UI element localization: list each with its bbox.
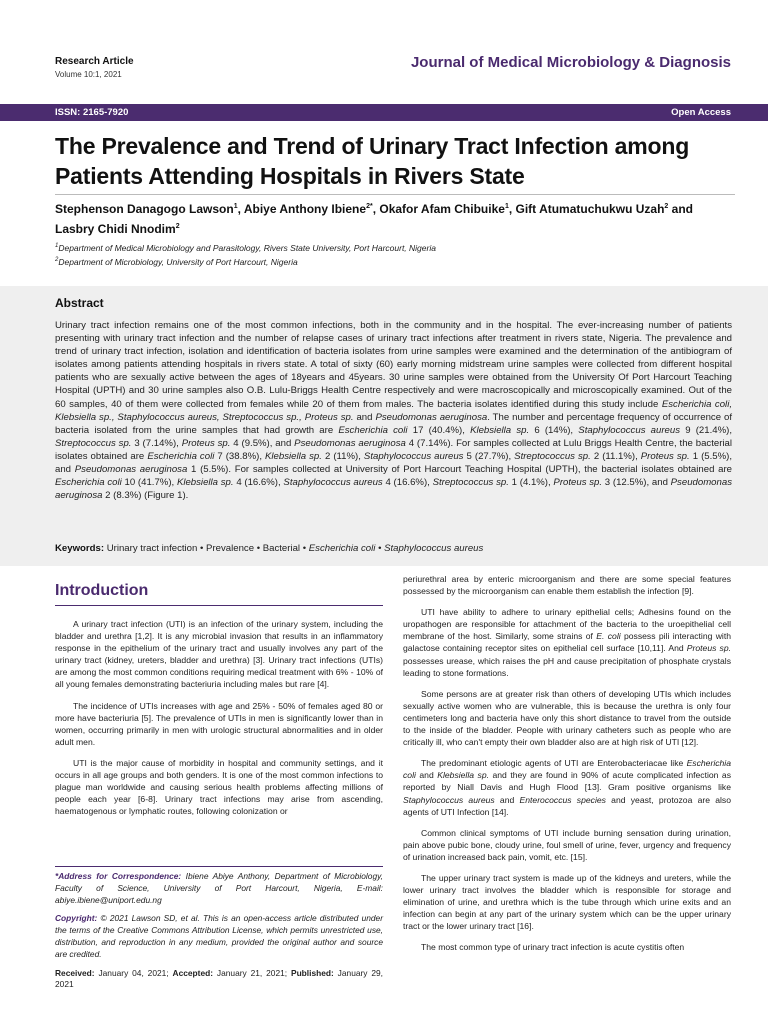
abstract-segment: 10 (41.7%), [121, 477, 177, 489]
author-affiliation-mark: 1 [504, 203, 509, 210]
paragraph-segment: Common clinical symptoms of UTI include burning sensation during urination, pain above pubic bone, cloudy urine, foul smell of urine, fever, urgency and frequency of urination increased back pain, vomit, etc. [15]. [403, 827, 731, 862]
abstract-segment: Pseudomonas aeruginosa [55, 477, 732, 502]
abstract-segment: Proteus sp. [553, 477, 603, 489]
author-name: Lasbry Chidi Nnodim [55, 222, 176, 236]
intro-paragraph [55, 757, 383, 817]
abstract-segment: 2 (11%), [321, 450, 364, 462]
affiliation-line [55, 254, 735, 268]
abstract-segment: Proteus sp. [640, 450, 690, 462]
abstract-segment: Pseudomonas aeruginosa [294, 437, 406, 449]
correspondence-note [55, 871, 383, 906]
author-name: Stephenson Danagogo Lawson [55, 202, 234, 216]
author-separator: , [508, 202, 516, 216]
article-type: Research Article [55, 56, 134, 67]
abstract-segment: Urinary tract infection remains one of the most common infections, both in the community and in the hospital. The ever-increasing number of patients presenting with urinary tract infection and the number of relapse cases of urinary tract infections after treatment in rivers state, Nigeria. The prevalence and trend of urinary tract infection, isolation and identification of bacteria isolates from urine samples were examined and the determination of the antibiogram of isolates among patients attending hospitals in rivers state. A total of sixty (60) early morning midstream urine samples were collected from different hospital patients who are sexually active between the ages of 18years and 45years. 30 urine samples were obtained from the University Of Port Harcourt Teaching Hospital (UPTH) and 30 urine samples also O.B. Lulu-Briggs Health Centre respectively and were macroscopically and microscopically examined. Out of the 60 samples, 40 of them were collected from females while 20 of them from males. The bacteria isolates identified during this study include [55, 320, 732, 410]
intro-paragraph [403, 688, 731, 748]
copyright-note [55, 913, 383, 960]
keyword-segment: Urinary tract infection • Prevalence • Bacterial • [104, 543, 309, 554]
author-name: Okafor Afam Chibuike [379, 202, 505, 216]
abstract-segment: 4 (7.14%). For samples collected at Lulu Briggs Health Centre, the bacterial isolates obtained are [55, 437, 732, 462]
abstract-segment: Staphylococcus aureus [283, 477, 383, 489]
abstract-segment: 5 (27.7%), [463, 450, 515, 462]
author-name: Abiye Anthony Ibiene [243, 202, 367, 216]
author-affiliation-mark: 1 [233, 203, 238, 210]
date-value: January 04, 2021; [94, 967, 173, 978]
paragraph-segment: The incidence of UTIs increases with age and 25% - 50% of females aged 80 or more have bacteriuria [5]. The prevalence of UTIs in men is significantly lower than in women, occurring primarily in men with urologic structural abnormalities and in older adult men. [55, 700, 383, 747]
abstract-segment: 4 (16.6%), [233, 477, 284, 489]
paragraph-segment: Escherichia coli [403, 758, 731, 781]
affiliations [55, 240, 735, 268]
volume-info: Volume 10:1, 2021 [55, 70, 122, 79]
author-affiliation-mark: 2 [175, 223, 180, 230]
abstract-segment: 1 (4.1%), [508, 477, 554, 489]
right-column [403, 573, 731, 963]
author-affiliation-mark: 2 [664, 203, 669, 210]
left-paragraphs [55, 618, 383, 817]
footnote-divider [55, 866, 383, 867]
abstract-segment: 6 (14%), [529, 424, 579, 436]
abstract-segment: Escherichia coli, Klebsiella sp., Staphylococcus aureus, Streptococcus sp., Proteus sp. [55, 398, 732, 423]
abstract-segment: Escherichia coli [55, 477, 122, 489]
abstract-segment: Klebsiella sp. [176, 477, 234, 489]
intro-paragraph [403, 757, 731, 817]
abstract-text [55, 319, 732, 502]
date-value: January 21, 2021; [213, 967, 291, 978]
introduction-heading: Introduction [55, 582, 383, 606]
abstract-segment: Escherichia coli [338, 424, 408, 436]
affiliation-line [55, 240, 735, 254]
abstract-segment: Pseudomonas aeruginosa [74, 464, 188, 476]
keywords [55, 543, 732, 554]
author-separator: , [237, 202, 244, 216]
journal-name: Journal of Medical Microbiology & Diagnosis [410, 54, 731, 71]
abstract-segment: Staphylococcus aureus [578, 424, 681, 436]
abstract-segment: 1 (5.5%), and [55, 450, 733, 476]
paragraph-segment: UTI have ability to adhere to urinary epithelial cells; Adhesins found on the uropathogen are responsible for attachment of the bacteria to the uroepithelial cell membrane of the host. Similarly, some strains of [403, 607, 731, 642]
date-label: Received: [55, 967, 95, 978]
article-title: The Prevalence and Trend of Urinary Tract Infection among Patients Attending Hospitals in Rivers State [55, 133, 690, 189]
paragraph-segment: UTI is the major cause of morbidity in hospital and community settings, and it occurs in all age groups and both genders. It is one of the most common infections to plague man worldwide and causing serious health problems affecting millions of people each year [6-8]. Urinary tract infections may arise from ascending, haematogenous or lymphatic routes, following colonization or [55, 757, 383, 817]
author-separator: and [668, 202, 693, 216]
abstract-segment: 2 (11.1%), [590, 450, 641, 462]
abstract-segment: . The number and percentage frequency of occurrence of bacteria isolated from the urine samples that had growth are [55, 411, 732, 436]
copyright-label: Copyright: [55, 913, 98, 924]
affiliation-text: Department of Microbiology, University of Port Harcourt, Nigeria [58, 256, 298, 267]
correspondence-label: *Address for Correspondence: [55, 871, 182, 881]
date-value: January 29, 2021 [55, 967, 384, 990]
abstract-segment: 4 (16.6%), [382, 477, 433, 489]
paragraph-segment: possesses urease, which raises the pH and cause precipitation of phosphate crystals leading to stone formations. [403, 655, 731, 678]
abstract-heading: Abstract [55, 296, 104, 310]
header-left [55, 56, 134, 79]
intro-paragraph [403, 872, 731, 932]
author-affiliation-mark: 2* [366, 203, 373, 210]
paragraph-segment: and yeast, protozoa are also agents of UTI Infection [14]. [403, 794, 731, 817]
keyword-segment: • [375, 543, 385, 554]
paragraph-segment: possess pili interacting with galactose containing receptor sites on epithelial cell surface [10,11]. And [403, 631, 731, 654]
keyword-segment: Escherichia coli [308, 543, 376, 554]
abstract-segment: 1 (5.5%). For samples collected at University of Port Harcourt Teaching Hospital (UPTH), the bacterial isolates obtained are [187, 464, 732, 476]
affiliation-mark: 1 [55, 243, 59, 249]
abstract-segment: 9 (21.4%), [680, 424, 732, 436]
keywords-list [104, 543, 483, 554]
date-label: Published: [290, 967, 334, 978]
abstract-segment: Klebsiella sp. [470, 424, 530, 436]
intro-paragraph [403, 606, 731, 679]
abstract-segment: 7 (38.8%), [214, 450, 266, 462]
keyword-segment: Staphylococcus aureus [384, 543, 484, 554]
abstract-segment: 3 (12.5%), and [602, 477, 671, 489]
abstract-segment: 2 (8.3%) (Figure 1). [102, 490, 189, 502]
abstract-segment: and [353, 411, 376, 423]
intro-paragraph [55, 700, 383, 748]
paragraph-segment: Some persons are at greater risk than others of developing UTIs which includes sexually active women who are vulnerable, this is because the urethra is only four centimeters long and bacteria have only this short distance to travel from the outside to the inside of the bladder. People with urinary catheters such as people who are critically ill, who can't empty their own bladder also are at high risk of UTI [12]. [403, 688, 731, 748]
keywords-label: Keywords: [55, 543, 105, 554]
paragraph-segment: The most common type of urinary tract infection is acute cystitis often [421, 942, 685, 953]
paragraph-segment: Proteus sp. [686, 643, 731, 654]
paragraph-segment: The predominant etiologic agents of UTI are Enterobacteriacae like [421, 758, 687, 769]
correspondence-text: Ibiene Abiye Anthony, Department of Microbiology, Faculty of Science, University of Port Harcourt, Nigeria, E-mail: abiye.ibiene@uniport.edu.ng [55, 871, 383, 905]
abstract-segment: Staphylococcus aureus [363, 450, 464, 462]
affiliation-text: Department of Medical Microbiology and Parasitology, Rivers State University, Port Harcourt, Nigeria [58, 242, 436, 253]
paragraph-segment: Staphylococcus aureus [403, 794, 495, 805]
open-access-label: Open Access [671, 107, 731, 118]
publication-dates [55, 968, 383, 992]
intro-paragraph [55, 618, 383, 691]
copyright-text: © 2021 Lawson SD, et al. This is an open-access article distributed under the terms of the Creative Commons Attribution License, which permits unrestricted use, distribution, and reproduction in any medium, provided the original author and source are credited. [55, 913, 383, 959]
abstract-segment: 4 (9.5%), and [230, 437, 295, 449]
abstract-segment: Streptococcus sp. [514, 450, 591, 462]
footnotes [55, 871, 383, 998]
intro-paragraph [403, 573, 731, 597]
abstract-segment: Escherichia coli [147, 450, 215, 462]
paragraph-segment: and [494, 794, 520, 805]
issn-label: ISSN: 2165-7920 [55, 107, 129, 118]
abstract-segment: 17 (40.4%), [407, 424, 471, 436]
paragraph-segment: Enterococcus species [519, 794, 606, 805]
issn-bar [0, 104, 768, 121]
abstract-segment: Streptococcus sp. [55, 437, 132, 449]
abstract-segment: 3 (7.14%), [131, 437, 182, 449]
intro-paragraph [403, 827, 731, 863]
title-divider [55, 194, 735, 195]
left-column [55, 578, 383, 826]
author-name: Gift Atumatuchukwu Uzah [515, 202, 665, 216]
paragraph-segment: Klebsiella sp. [437, 770, 489, 781]
author-list [55, 198, 735, 238]
paragraph-segment: and they are found in 90% of acute complicated infection as reported by Niall Davis and Hugh Flood [13]. Gram positive organisms like [403, 770, 731, 793]
paragraph-segment: periurethral area by enteric microorganism and there are some special features possessed by the microorganism can enable them establish the infection [9]. [403, 574, 731, 597]
paragraph-segment: A urinary tract infection (UTI) is an infection of the urinary system, including the bladder and urethra [1,2]. It is any microbial invasion that results in an inflammatory response in the epithelium of the urinary tract and usually involves any part of the urinary tract (kidney, ureters, bladder and urethra) [3]. Urinary tract infections (UTIs) are among the most common conditions requiring medical treatment with 6% - 10% of all young females demonstrating bacteriuria including males but rare [4]. [55, 619, 383, 690]
paragraph-segment: The upper urinary tract system is made up of the kidneys and ureters, while the lower urinary tract involves the bladder which is responsible for storage and elimination of urine, and urethra which is the tube through which urine exits and an infection can begin at any part of the urinary system which can be the upper urinary tract or the lower urinary tract [16]. [403, 872, 731, 932]
abstract-segment: Klebsiella sp. [265, 450, 322, 462]
abstract-segment: Pseudomonas aeruginosa [375, 411, 488, 423]
affiliation-mark: 2 [55, 256, 59, 263]
intro-paragraph [403, 941, 731, 953]
paragraph-segment: and [415, 770, 438, 781]
abstract-segment: Proteus sp. [181, 437, 231, 449]
abstract-segment: Streptococcus sp. [432, 477, 509, 489]
paragraph-segment: E. coli [596, 631, 621, 642]
date-label: Accepted: [172, 967, 214, 978]
author-separator: , [372, 202, 380, 216]
